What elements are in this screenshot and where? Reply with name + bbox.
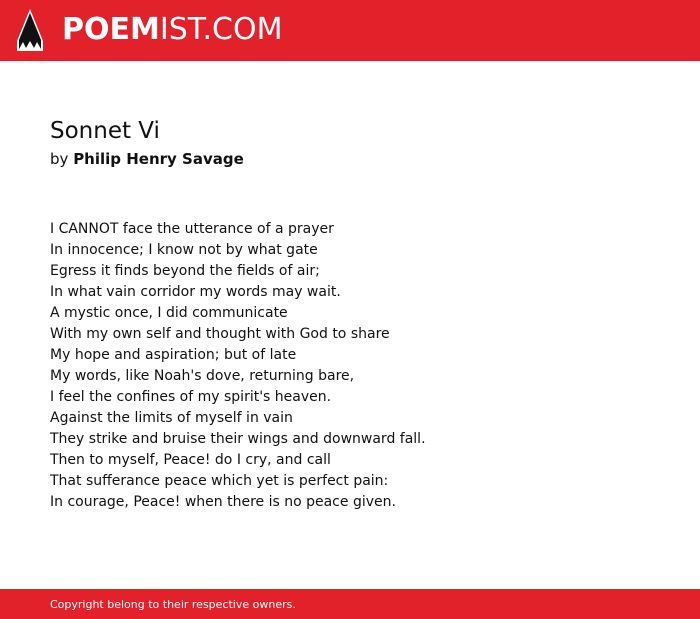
poem-byline <box>50 149 244 169</box>
poem-line: They strike and bruise their wings and downward fall. <box>50 431 426 447</box>
poem-line: I CANNOT face the utterance of a prayer <box>50 221 334 237</box>
poem-line: Against the limits of myself in vain <box>50 410 293 426</box>
site-header <box>0 0 700 61</box>
poem-line: Then to myself, Peace! do I cry, and call <box>50 452 331 468</box>
poem-body <box>50 219 426 513</box>
poem-line: With my own self and thought with God to share <box>50 326 390 342</box>
logo-light-text: IST.COM <box>159 12 283 47</box>
copyright-text: Copyright belong to their respective owners. <box>50 598 296 611</box>
site-logo[interactable] <box>62 12 282 48</box>
logo-bold-text: POEM <box>62 12 160 47</box>
author-name: Philip Henry Savage <box>73 150 244 168</box>
by-label: by <box>50 150 69 168</box>
poem-line: My words, like Noah's dove, returning bare, <box>50 368 355 384</box>
poem-line: A mystic once, I did communicate <box>50 305 288 321</box>
pencil-icon[interactable] <box>17 9 43 51</box>
poem-line: In innocence; I know not by what gate <box>50 242 318 258</box>
poem-line: That sufferance peace which yet is perfect pain: <box>50 473 389 489</box>
site-footer <box>0 589 700 619</box>
poem-line: In courage, Peace! when there is no peace given. <box>50 494 396 510</box>
poem-line: Egress it finds beyond the fields of air; <box>50 263 320 279</box>
poem-line: My hope and aspiration; but of late <box>50 347 297 363</box>
poem-line: In what vain corridor my words may wait. <box>50 284 341 300</box>
poem-line: I feel the confines of my spirit's heaven. <box>50 389 332 405</box>
poem-title: Sonnet Vi <box>50 118 160 144</box>
